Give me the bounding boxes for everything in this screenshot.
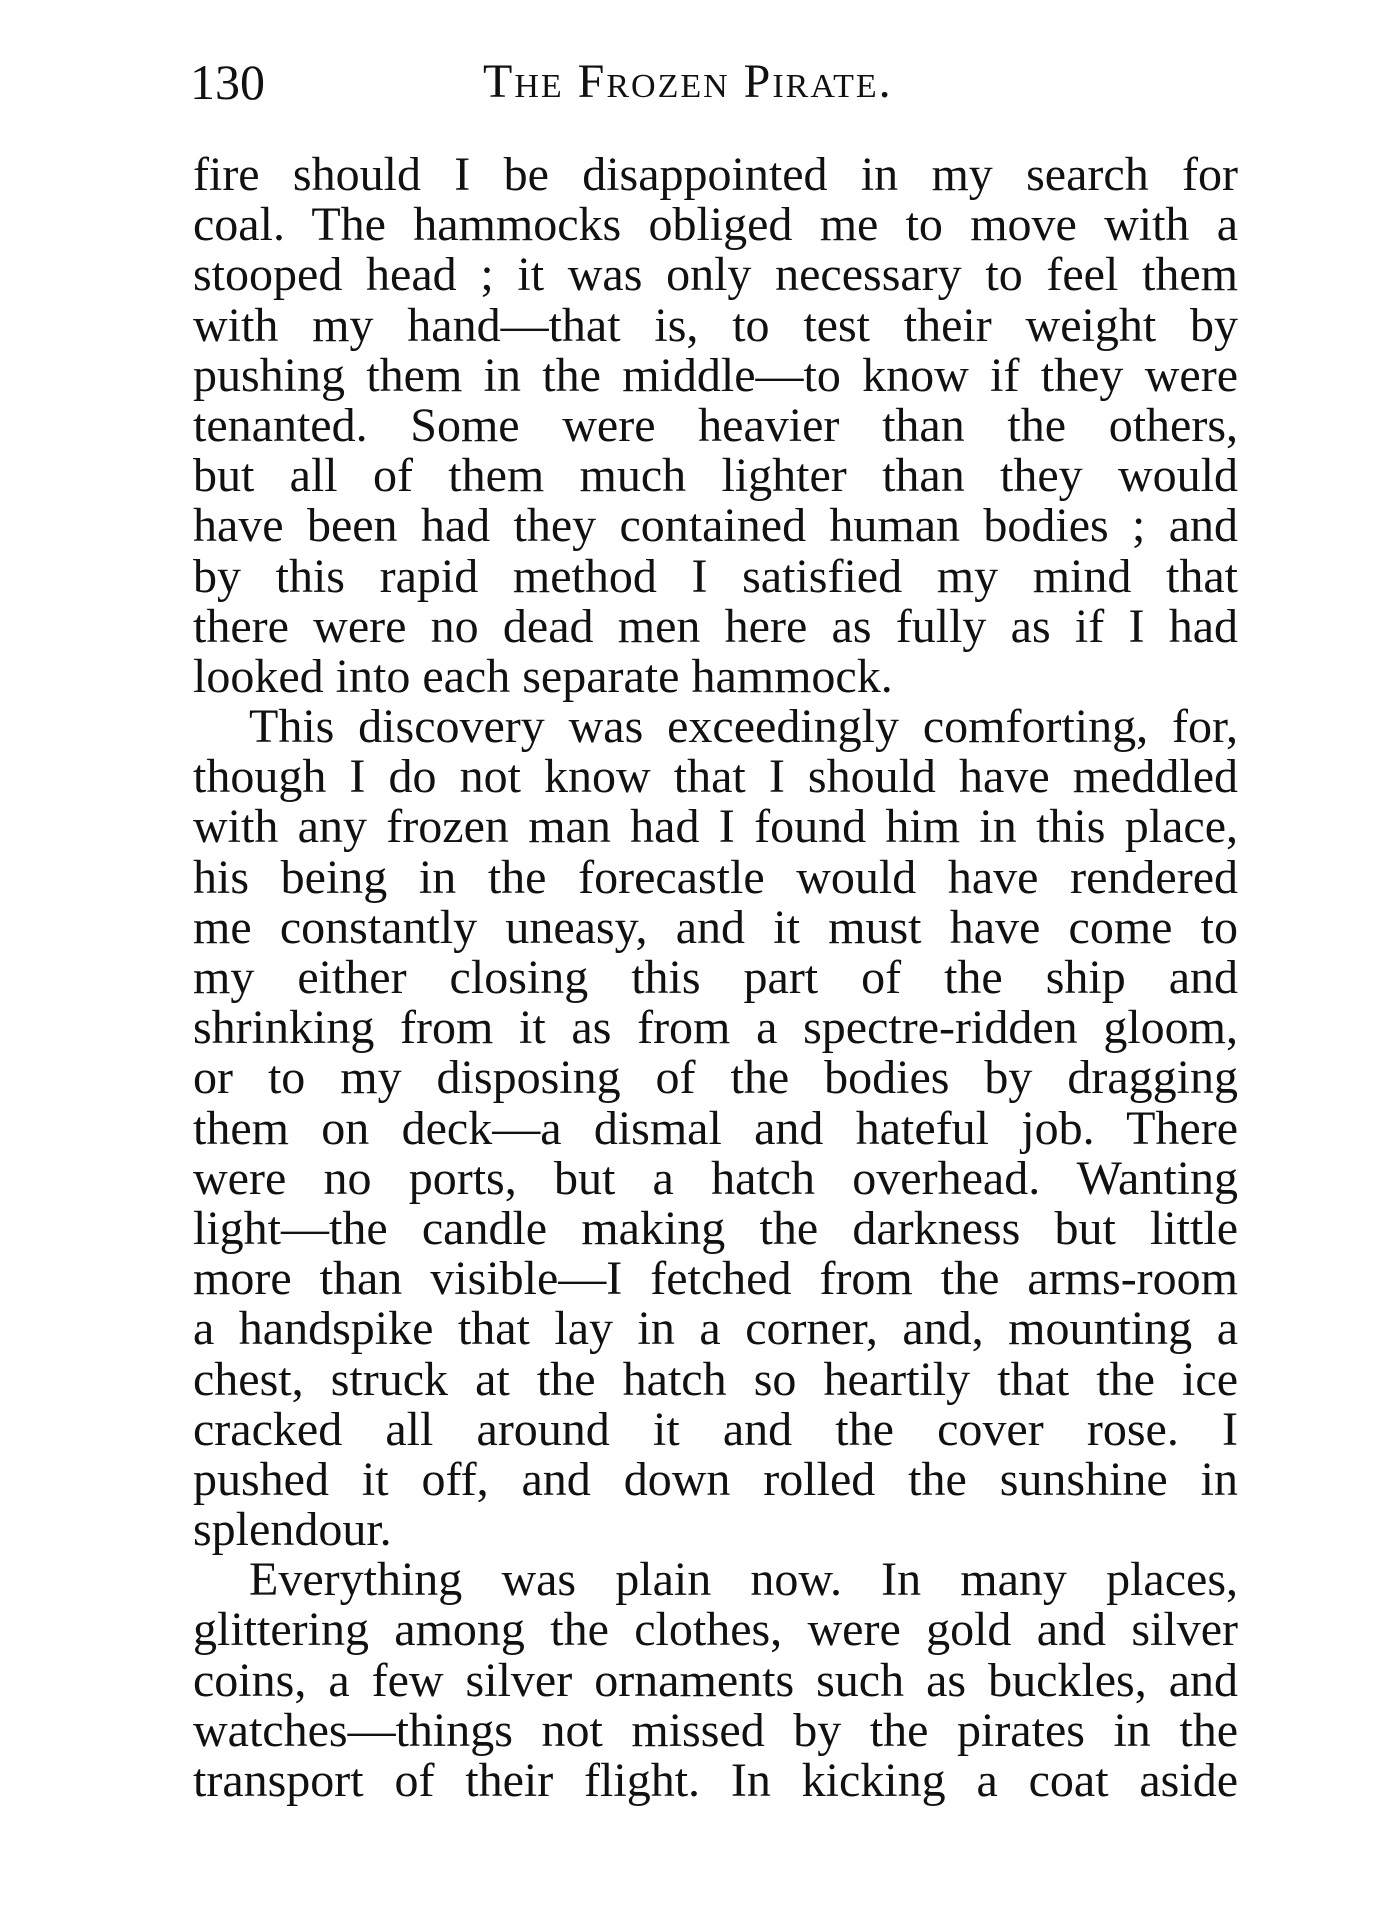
body-text — [193, 150, 1238, 1806]
text-line: coins, a few silver ornaments such as buckles, and — [193, 1653, 1238, 1707]
text-line: a handspike that lay in a corner, and, mounting a — [193, 1302, 1238, 1356]
text-line: chest, struck at the hatch so heartily that the ice — [193, 1352, 1238, 1406]
text-line: shrinking from it as from a spectre-ridden gloom, — [193, 1001, 1238, 1055]
text-line: cracked all around it and the cover rose. I — [193, 1402, 1238, 1456]
text-line: splendour. — [193, 1503, 392, 1557]
text-line: though I do not know that I should have meddled — [193, 750, 1238, 804]
text-line: my either closing this part of the ship and — [193, 951, 1238, 1004]
text-line: looked into each separate hammock. — [193, 649, 893, 703]
text-line: fire should I be disappointed in my search for — [193, 148, 1238, 201]
text-line: or to my disposing of the bodies by dragging — [193, 1051, 1238, 1105]
text-line: light—the candle making the darkness but little — [193, 1201, 1238, 1255]
text-line: stooped head ; it was only necessary to feel them — [193, 248, 1238, 302]
text-line: watches—things not missed by the pirates in the — [193, 1703, 1238, 1757]
text-line: pushed it off, and down rolled the sunshine in — [193, 1452, 1238, 1506]
paragraph — [193, 1555, 1238, 1806]
text-line: his being in the forecastle would have rendered — [193, 850, 1238, 904]
paragraph — [193, 702, 1238, 1555]
text-line: This discovery was exceedingly comforting, for, — [249, 700, 1238, 754]
text-line: more than visible—I fetched from the arms-room — [193, 1252, 1238, 1306]
running-title: The Frozen Pirate. — [483, 55, 893, 108]
text-line: but all of them much lighter than they would — [193, 449, 1238, 503]
text-line: Everything was plain now. In many places, — [249, 1553, 1238, 1607]
text-line: were no ports, but a hatch overhead. Wanting — [193, 1151, 1238, 1205]
page-number: 130 — [190, 54, 265, 110]
text-line: me constantly uneasy, and it must have come to — [193, 900, 1238, 954]
text-line: by this rapid method I satisfied my mind that — [193, 549, 1238, 603]
text-line: pushing them in the middle—to know if they were — [193, 348, 1238, 402]
text-line: transport of their flight. In kicking a coat aside — [193, 1754, 1238, 1807]
text-line: there were no dead men here as fully as if I had — [193, 599, 1238, 653]
text-line: with my hand—that is, to test their weight by — [193, 298, 1238, 352]
text-line: them on deck—a dismal and hateful job. There — [193, 1101, 1238, 1155]
text-line: with any frozen man had I found him in this place, — [193, 800, 1238, 854]
text-line: coal. The hammocks obliged me to move with a — [193, 198, 1238, 252]
paragraph — [193, 150, 1238, 702]
page-header — [190, 52, 1240, 112]
text-line: tenanted. Some were heavier than the others, — [193, 398, 1238, 452]
text-line: have been had they contained human bodies ; and — [193, 499, 1238, 553]
text-line: glittering among the clothes, were gold and silver — [193, 1603, 1238, 1657]
